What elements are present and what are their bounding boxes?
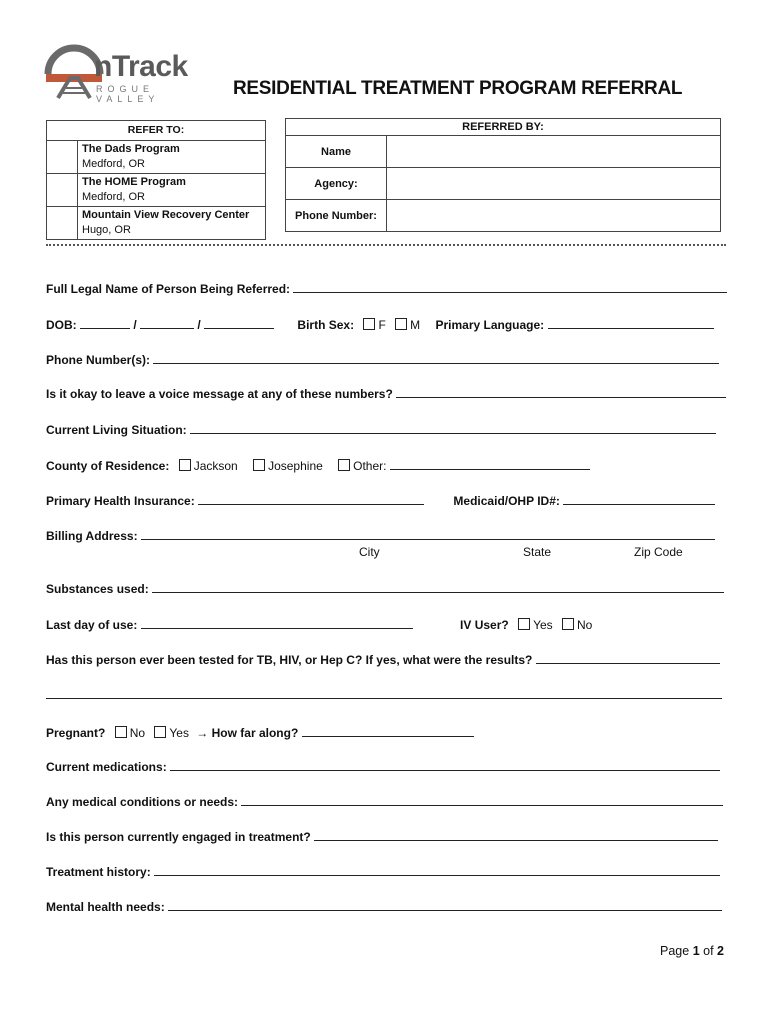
pregnant-no-checkbox[interactable] <box>115 726 127 738</box>
last-use-row <box>46 616 592 632</box>
conditions-row <box>46 793 723 809</box>
program-row <box>47 141 266 174</box>
sex-m-checkbox[interactable] <box>395 318 407 330</box>
substances-row <box>46 580 724 596</box>
last-use-label: Last day of use: <box>46 618 138 632</box>
program-location: Medford, OR <box>82 158 145 170</box>
history-row <box>46 863 720 879</box>
medications-label: Current medications: <box>46 760 167 774</box>
engaged-label: Is this person currently engaged in treatment? <box>46 830 311 844</box>
refer-to-table <box>46 120 266 240</box>
birth-sex-label: Birth Sex: <box>297 318 355 332</box>
dob-day-field[interactable] <box>140 316 194 329</box>
medications-row <box>46 758 720 774</box>
engaged-row <box>46 828 718 844</box>
county-jackson-label: Jackson <box>193 459 238 473</box>
referrer-phone-field[interactable] <box>387 200 721 232</box>
medicaid-label: Medicaid/OHP ID#: <box>453 494 560 508</box>
zip-label: Zip Code <box>634 545 683 559</box>
full-name-field[interactable] <box>293 280 727 293</box>
phone-field[interactable] <box>153 351 719 364</box>
billing-row <box>46 527 715 543</box>
dob-year-field[interactable] <box>204 316 274 329</box>
tested-field[interactable] <box>536 651 720 664</box>
city-label: City <box>359 545 380 559</box>
referrer-name-field[interactable] <box>387 136 721 168</box>
county-jackson-checkbox[interactable] <box>179 459 191 471</box>
mental-health-field[interactable] <box>168 898 722 911</box>
pregnant-row <box>46 724 474 740</box>
referred-by-table <box>285 118 721 232</box>
program-location: Hugo, OR <box>82 224 131 236</box>
language-field[interactable] <box>548 316 714 329</box>
sex-f-checkbox[interactable] <box>363 318 375 330</box>
dotted-divider <box>46 244 726 246</box>
pregnant-label: Pregnant? <box>46 726 106 740</box>
iv-user-label: IV User? <box>460 618 509 632</box>
pregnant-no-label: No <box>129 726 146 740</box>
page-footer <box>660 944 724 958</box>
referrer-agency-label: Agency: <box>286 168 387 200</box>
ontrack-logo <box>44 44 214 104</box>
program-name: The HOME Program <box>82 176 186 188</box>
substances-field[interactable] <box>152 580 724 593</box>
insurance-label: Primary Health Insurance: <box>46 494 195 508</box>
last-use-field[interactable] <box>141 616 413 629</box>
language-label: Primary Language: <box>435 318 545 332</box>
page-number: 1 <box>692 944 700 958</box>
conditions-field[interactable] <box>241 793 723 806</box>
logo-wordmark: nTrack <box>94 50 188 83</box>
county-label: County of Residence: <box>46 459 170 473</box>
iv-no-label: No <box>577 618 593 632</box>
dob-label: DOB: <box>46 318 77 332</box>
living-row <box>46 421 716 437</box>
of-word: of <box>703 944 714 958</box>
voicemail-field[interactable] <box>396 385 726 398</box>
phone-row <box>46 351 719 367</box>
page-word: Page <box>660 944 690 958</box>
mental-health-row <box>46 898 722 914</box>
iv-yes-label: Yes <box>533 618 553 632</box>
sex-m-label: M <box>410 318 421 332</box>
county-other-checkbox[interactable] <box>338 459 350 471</box>
pregnant-yes-checkbox[interactable] <box>154 726 166 738</box>
pregnant-yes-label: Yes <box>169 726 189 740</box>
sex-f-label: F <box>378 318 386 332</box>
history-field[interactable] <box>154 863 720 876</box>
program-select-box[interactable] <box>47 207 78 240</box>
history-label: Treatment history: <box>46 865 151 879</box>
referrer-phone-label: Phone Number: <box>286 200 387 232</box>
dob-separator: / <box>133 318 137 332</box>
dob-month-field[interactable] <box>80 316 130 329</box>
how-far-label: → How far along? <box>196 726 299 740</box>
voicemail-row <box>46 385 726 401</box>
iv-no-checkbox[interactable] <box>562 618 574 630</box>
phone-label: Phone Number(s): <box>46 353 151 367</box>
billing-field[interactable] <box>141 527 715 540</box>
county-other-field[interactable] <box>390 457 590 470</box>
page-title: RESIDENTIAL TREATMENT PROGRAM REFERRAL <box>233 78 683 99</box>
dob-row <box>46 316 714 332</box>
medicaid-field[interactable] <box>563 492 715 505</box>
billing-label: Billing Address: <box>46 529 138 543</box>
county-other-label: Other: <box>353 459 387 473</box>
engaged-field[interactable] <box>314 828 718 841</box>
living-field[interactable] <box>190 421 716 434</box>
dob-separator: / <box>197 318 201 332</box>
logo-subtitle: ROGUE VALLEY <box>96 84 160 104</box>
program-name: The Dads Program <box>82 143 180 155</box>
state-label: State <box>523 545 552 559</box>
refer-to-header: REFER TO: <box>47 121 266 141</box>
iv-yes-checkbox[interactable] <box>518 618 530 630</box>
program-row <box>47 207 266 240</box>
program-select-box[interactable] <box>47 141 78 174</box>
county-josephine-checkbox[interactable] <box>253 459 265 471</box>
page-total: 2 <box>717 944 724 958</box>
living-label: Current Living Situation: <box>46 423 187 437</box>
tested-row <box>46 651 720 667</box>
medications-field[interactable] <box>170 758 720 771</box>
program-name: Mountain View Recovery Center <box>82 209 250 221</box>
program-select-box[interactable] <box>47 174 78 207</box>
program-row <box>47 174 266 207</box>
insurance-row <box>46 492 715 508</box>
county-josephine-label: Josephine <box>268 459 323 473</box>
tested-row-continued <box>46 686 722 702</box>
referrer-name-label: Name <box>286 136 387 168</box>
tested-field-line-2[interactable] <box>46 686 722 699</box>
full-name-label: Full Legal Name of Person Being Referred: <box>46 282 291 296</box>
referrer-agency-field[interactable] <box>387 168 721 200</box>
how-far-field[interactable] <box>302 724 474 737</box>
insurance-field[interactable] <box>198 492 424 505</box>
mental-health-label: Mental health needs: <box>46 900 165 914</box>
substances-label: Substances used: <box>46 582 149 596</box>
county-row <box>46 457 590 473</box>
tested-label: Has this person ever been tested for TB, HIV, or Hep C? If yes, what were the results? <box>46 653 533 667</box>
referred-by-header: REFERRED BY: <box>286 119 721 136</box>
voicemail-label: Is it okay to leave a voice message at any of these numbers? <box>46 387 393 401</box>
full-name-row <box>46 280 727 296</box>
conditions-label: Any medical conditions or needs: <box>46 795 239 809</box>
program-location: Medford, OR <box>82 191 145 203</box>
